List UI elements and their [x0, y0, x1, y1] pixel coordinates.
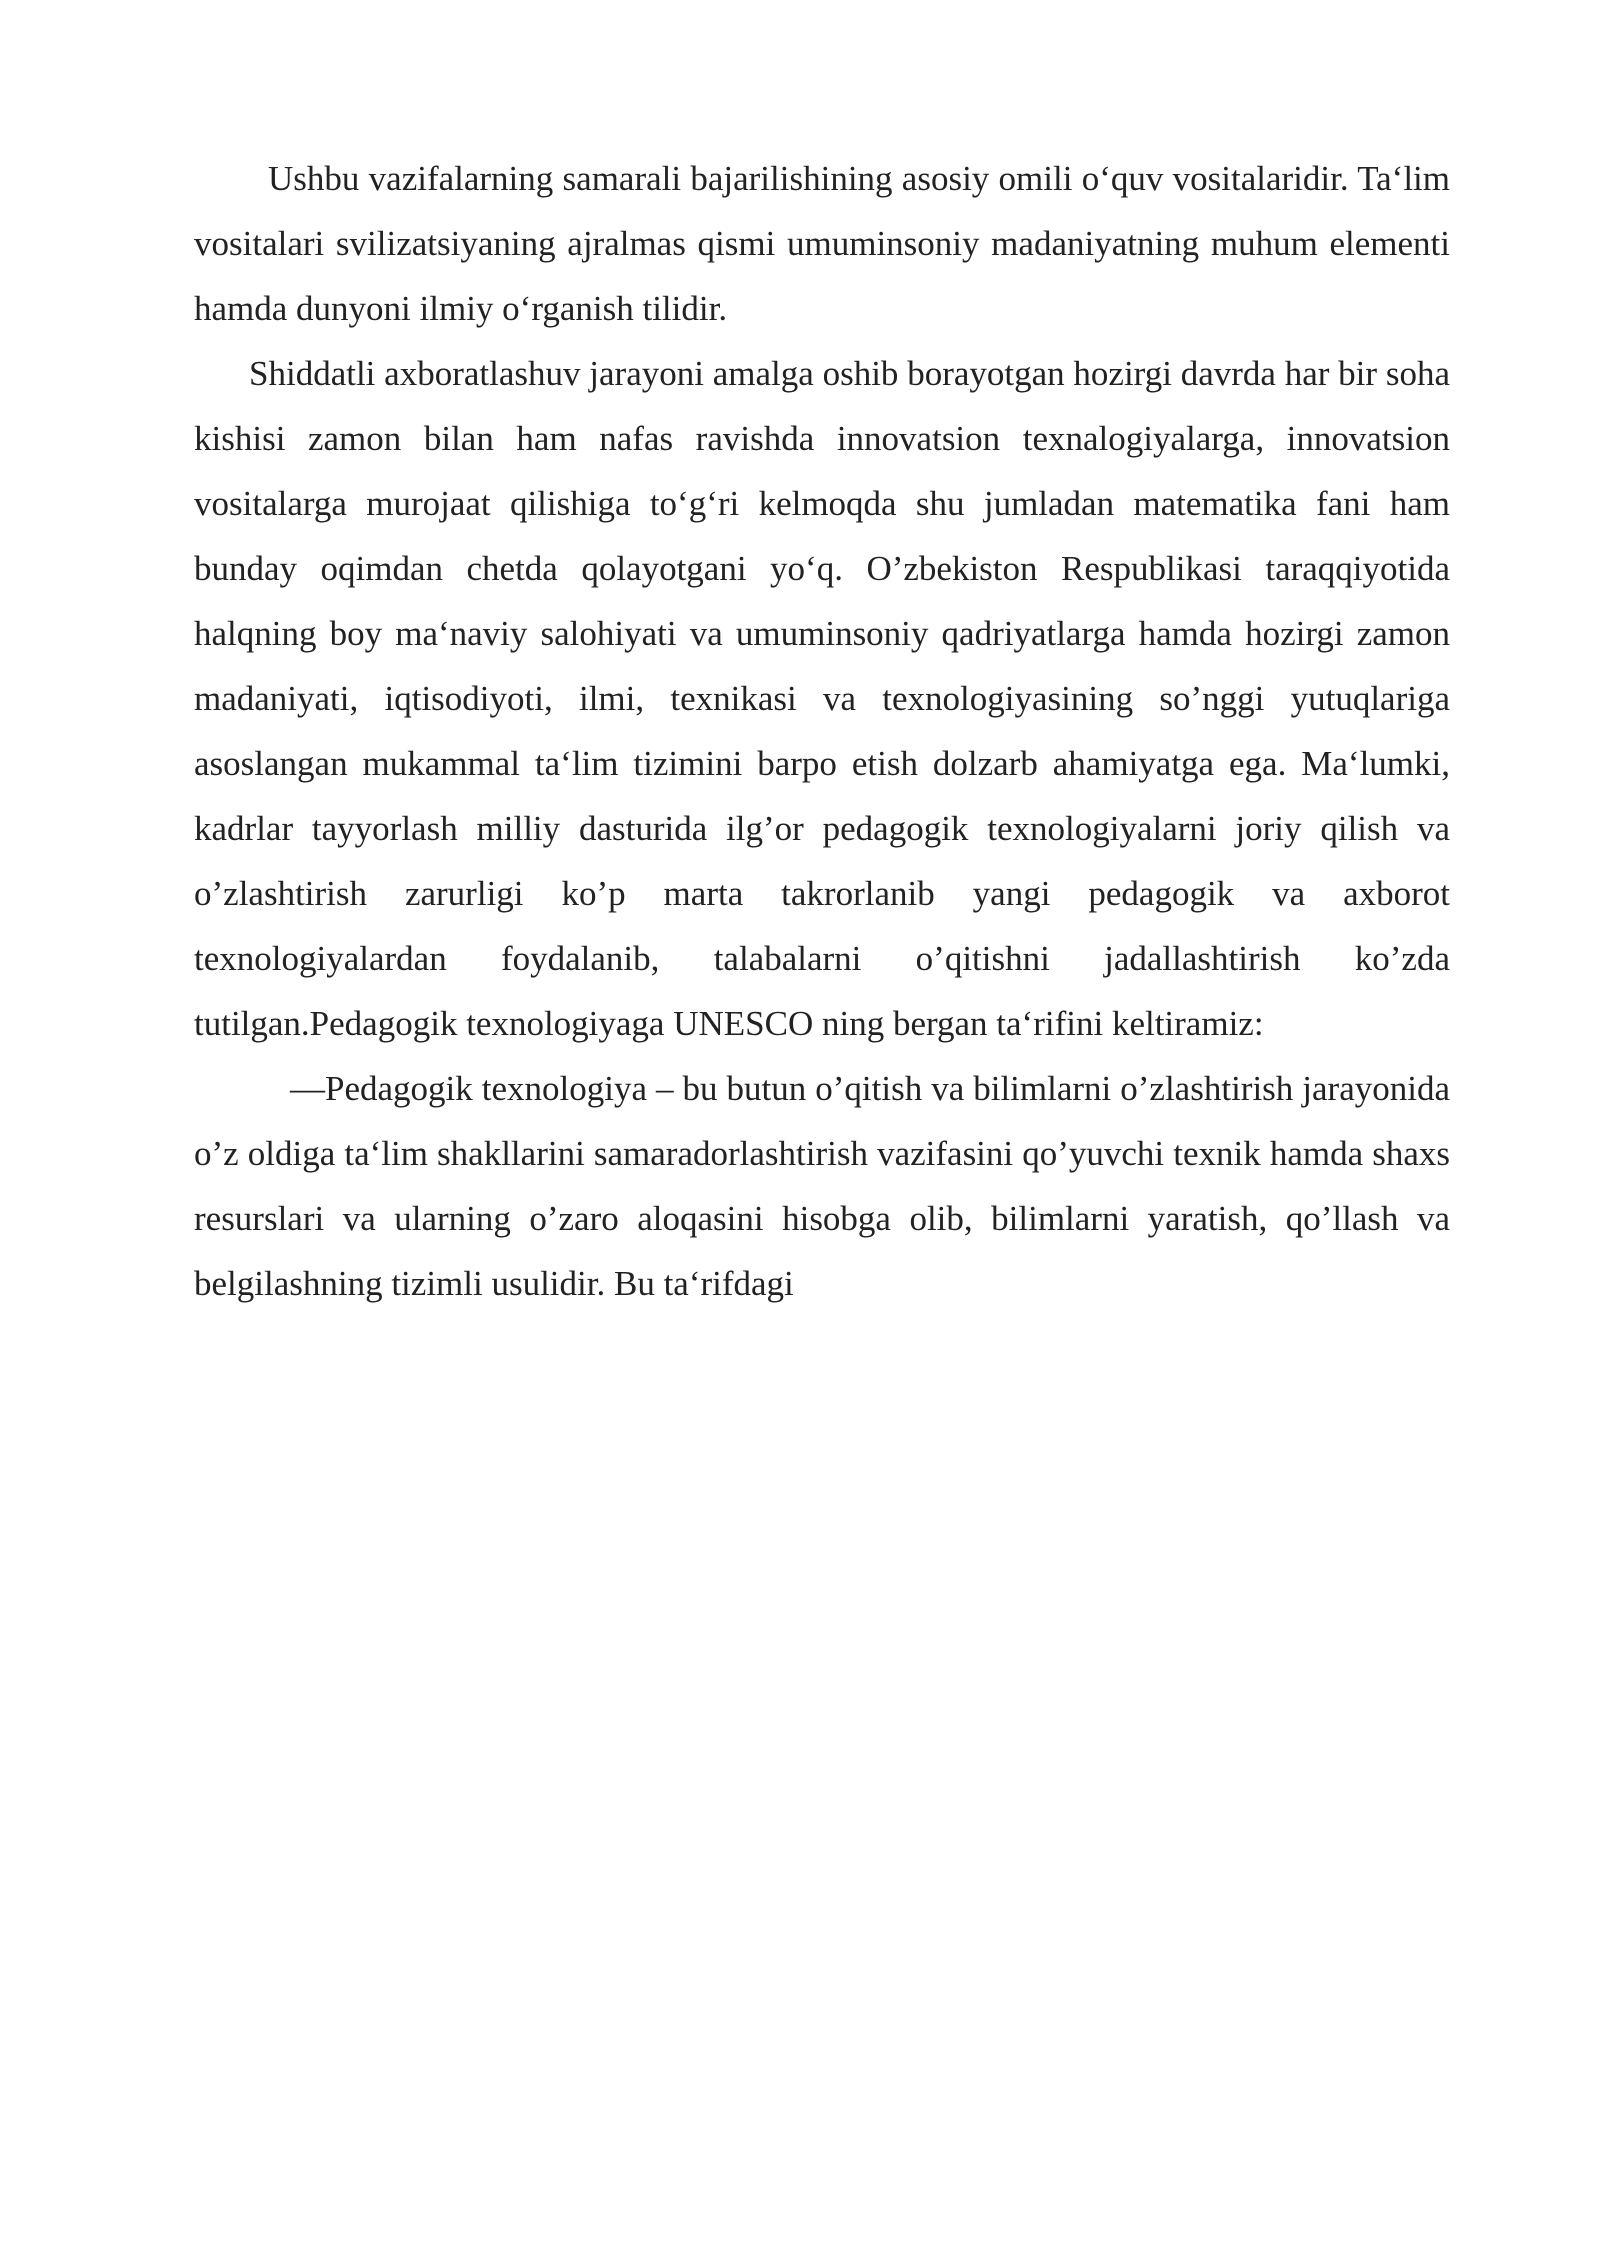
paragraph-1: Ushbu vazifalarning samarali bajarilishining asosiy omili o‘quv vositalaridir. Ta‘lim vositalari svilizatsiyaning ajralmas qismi umuminsoniy madaniyatning muhum elementi hamda dunyoni ilmiy o‘rganish tilidir.: [194, 159, 1450, 328]
document-body: [194, 146, 1450, 1316]
paragraph-3: ―Pedagogik texnologiya – bu butun o’qitish va bilimlarni o’zlashtirish jarayonida o’z oldiga ta‘lim shakllarini samaradorlashtirish vazifasini qo’yuvchi texnik hamda shaxs resurslari va ularning o’zaro aloqasini hisobga olib, bilimlarni yaratish, qo’llash va belgilashning tizimli usulidir. Bu ta‘rifdagi: [194, 1069, 1450, 1303]
paragraph-2: Shiddatli axboratlashuv jarayoni amalga oshib borayotgan hozirgi davrda har bir soha kishisi zamon bilan ham nafas ravishda innovatsion texnalogiyalarga, innovatsion vositalarga murojaat qilishiga to‘g‘ri kelmoqda shu jumladan matematika fani ham bunday oqimdan chetda qolayotgani yo‘q. O’zbekiston Respublikasi taraqqiyotida halqning boy ma‘naviy salohiyati va umuminsoniy qadriyatlarga hamda hozirgi zamon madaniyati, iqtisodiyoti, ilmi, texnikasi va texnologiyasining so’nggi yutuqlariga asoslangan mukammal ta‘lim tizimini barpo etish dolzarb ahamiyatga ega. Ma‘lumki, kadrlar tayyorlash milliy dasturida ilg’or pedagogik texnologiyalarni joriy qilish va o’zlashtirish zarurligi ko’p marta takrorlanib yangi pedagogik va axborot texnologiyalardan foydalanib, talabalarni o’qitishni jadallashtirish ko’zda tutilgan.Pedagogik texnologiyaga UNESCO ning bergan ta‘rifini keltiramiz:: [194, 354, 1450, 1043]
